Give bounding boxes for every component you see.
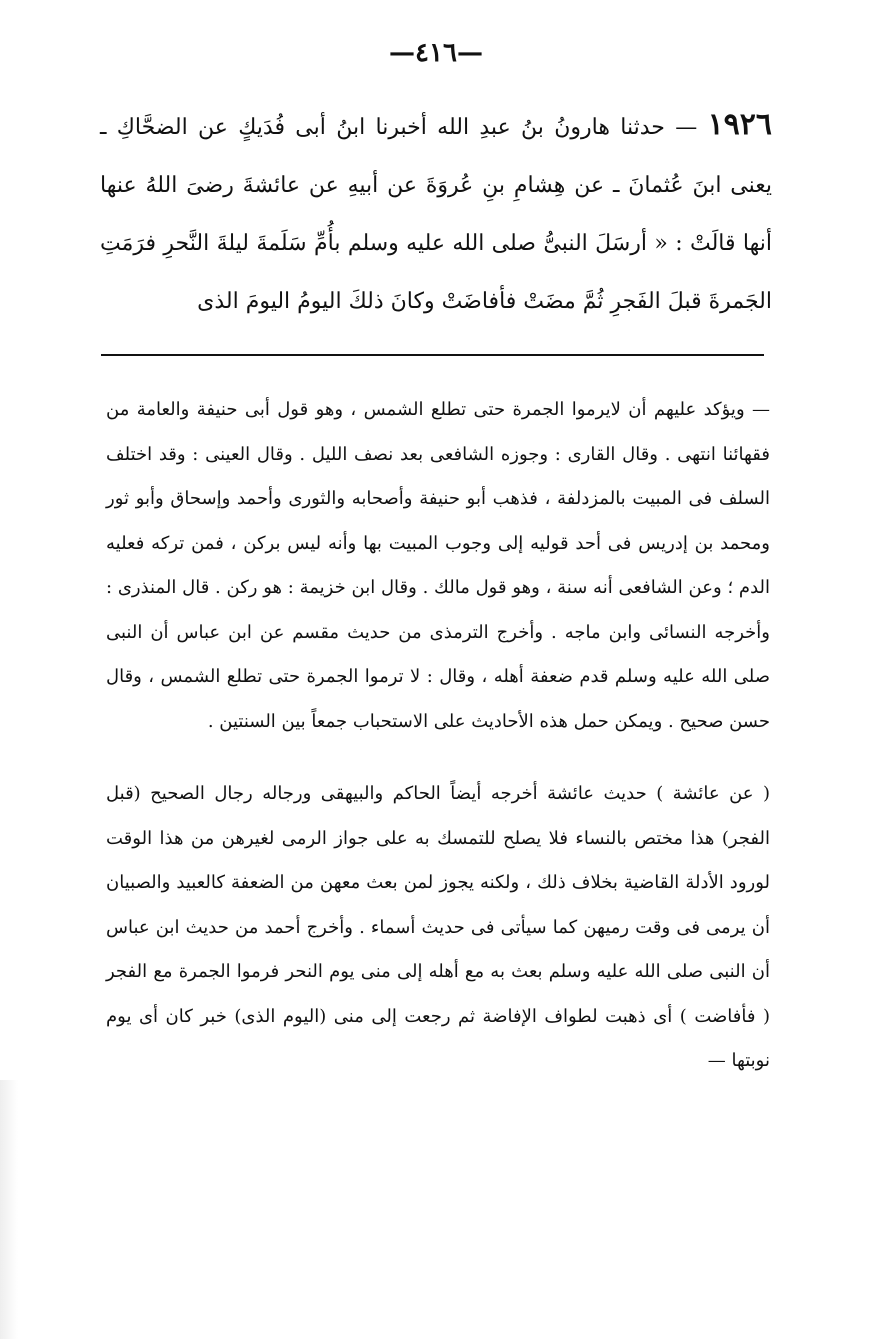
scan-edge-shadow bbox=[0, 1080, 18, 1339]
commentary-paragraph: — ويؤكد عليهم أن لايرموا الجمرة حتى تطلع الشمس ، وهو قول أبى حنيفة والعامة من فقهائنا انتهى . وقال القارى : وجوزه الشافعى بعد نصف الليل . وقال العينى : وقد اختلف السلف فى المبيت بالمزدلفة ، فذهب أبو حنيفة وأصحابه والثورى وأحمد وإسحاق وأبو ثور ومحمد بن إدريس فى أحد قوليه إلى وجوب المبيت بها وأنه ليس بركن ، فمن تركه فعليه الدم ؛ وعن الشافعى أنه سنة ، وهو قول مالك . وقال ابن خزيمة : هو ركن . قال المنذرى : وأخرجه النسائى وابن ماجه . وأخرج الترمذى من حديث مقسم عن ابن عباس أن النبى صلى الله عليه وسلم قدم ضعفة أهله ، وقال : لا ترموا الجمرة حتى تطلع الشمس ، وقال حسن صحيح . ويمكن حمل هذه الأحاديث على الاستحباب جمعاً بين السنتين . bbox=[106, 399, 770, 732]
commentary-block bbox=[106, 388, 770, 1084]
footnote-divider bbox=[101, 354, 764, 356]
page-number: —٤١٦— bbox=[389, 38, 483, 68]
hadith-text: — حدثنا هارونُ بنُ عبدِ الله أخبرنا ابنُ أبى فُدَيكٍ عن الضحَّاكِ ـ يعنى ابنَ عُثمانَ ـ عن هِشامِ بنِ عُروَةَ عن أبيهِ عن عائشةَ رضىَ اللهُ عنها أنها قالَتْ : « أرسَلَ النبىُّ صلى الله عليه وسلم بأُمِّ سَلَمةَ ليلةَ النَّحرِ فرَمَتِ الجَمرةَ قبلَ الفَجرِ ثُمَّ مضَتْ فأفاضَتْ وكانَ ذلكَ اليومُ اليومَ الذى bbox=[100, 115, 772, 314]
commentary-paragraph: ( عن عائشة ) حديث عائشة أخرجه أيضاً الحاكم والبيهقى ورجاله رجال الصحيح (قبل الفجر) هذا مختص بالنساء فلا يصلح للتمسك به على جواز الرمى لغيرهن من هذا الوقت لورود الأدلة القاضية بخلاف ذلك ، ولكنه يجوز لمن بعث معهن من الضعفة كالعبيد والصبيان أن يرمى فى وقت رميهن كما سيأتى فى حديث أسماء . وأخرج أحمد من حديث ابن عباس أن النبى صلى الله عليه وسلم بعث به مع أهله إلى منى يوم النحر فرموا الجمرة مع الفجر ( فأفاضت ) أى ذهبت لطواف الإفاضة ثم رجعت إلى منى (اليوم الذى) خبر كان أى يوم نوبتها — bbox=[106, 783, 770, 1071]
hadith-block bbox=[100, 96, 772, 331]
hadith-number: ١٩٢٦ bbox=[707, 107, 773, 142]
